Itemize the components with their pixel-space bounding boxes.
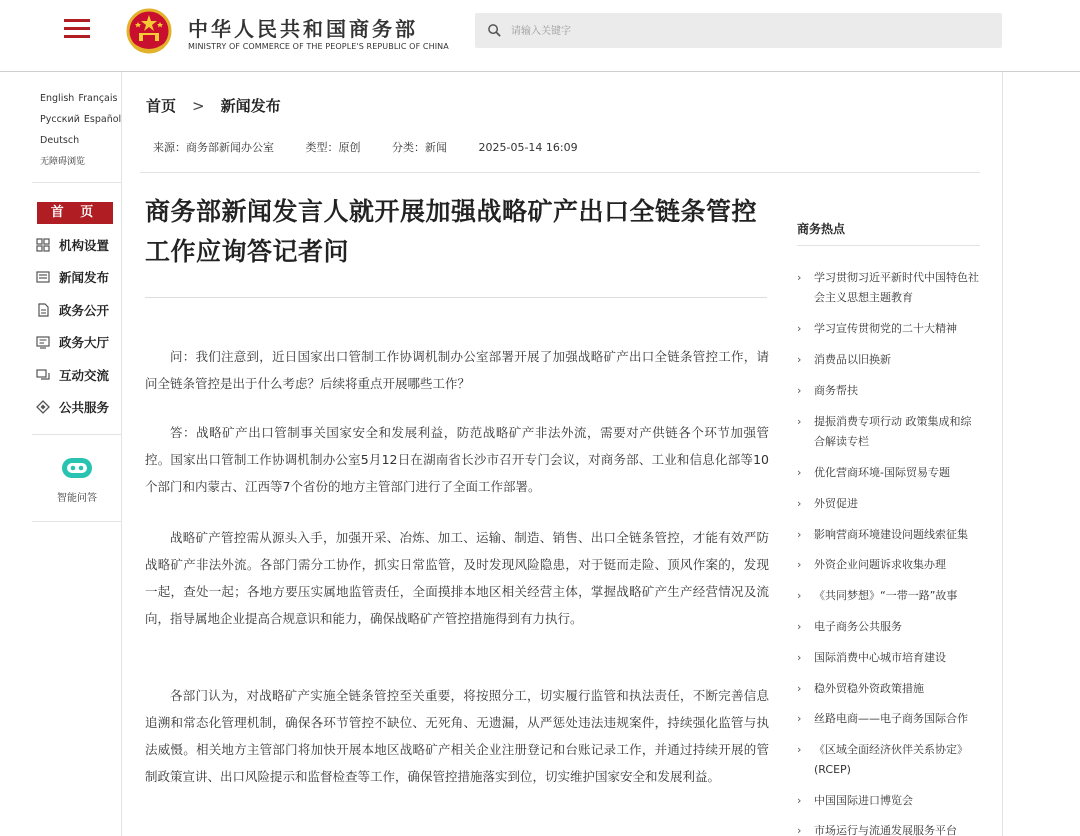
lang-english-link[interactable]: English	[40, 93, 75, 104]
site-subtitle: MINISTRY OF COMMERCE OF THE PEOPLE'S REPUBLIC OF CHINA	[188, 42, 449, 51]
sidebar-divider	[32, 182, 122, 183]
chevron-right-icon: ›	[797, 322, 802, 335]
hot-topic-link[interactable]: › 商务帮扶	[797, 381, 982, 401]
search-icon[interactable]	[487, 23, 502, 38]
site-header	[0, 0, 1080, 72]
hot-topic-link[interactable]: › 外贸促进	[797, 494, 982, 514]
sidebar-divider	[32, 434, 122, 435]
hot-topic-link[interactable]: › 稳外贸稳外资政策措施	[797, 679, 982, 699]
hot-topic-link[interactable]: › 市场运行与流通发展服务平台	[797, 821, 982, 836]
meta-divider	[140, 172, 980, 173]
hot-topic-link[interactable]: › 电子商务公共服务	[797, 617, 982, 637]
meta-type: 类型：原创	[305, 141, 361, 154]
hot-topic-link[interactable]: › 优化营商环境-国际贸易专题	[797, 463, 982, 483]
sidebar-item-label: 公共服务	[59, 400, 110, 415]
hot-topics-divider	[797, 245, 980, 246]
chevron-right-icon: ›	[797, 743, 802, 756]
sidebar-item-label: 新闻发布	[59, 270, 110, 285]
sidebar-divider	[32, 521, 122, 522]
hot-topic-link[interactable]: › 丝路电商——电子商务国际合作	[797, 709, 982, 729]
hot-topic-link[interactable]: › 学习贯彻习近平新时代中国特色社会主义思想主题教育	[797, 268, 982, 308]
chevron-right-icon: ›	[797, 497, 802, 510]
lang-german-link[interactable]: Deutsch	[40, 135, 80, 146]
breadcrumb-home-link[interactable]: 首页	[146, 97, 177, 115]
sidebar-item-government-affairs[interactable]	[36, 300, 122, 320]
lang-spanish-link[interactable]: Español	[83, 114, 122, 125]
chevron-right-icon: ›	[797, 558, 802, 571]
sidebar-item-label: 互动交流	[59, 368, 110, 383]
accessibility-link[interactable]: 无障碍浏览	[40, 157, 86, 167]
hot-topic-link[interactable]: › 学习宣传贯彻党的二十大精神	[797, 319, 982, 339]
sidebar-item-label: 机构设置	[59, 238, 110, 253]
sidebar-item-label: 政务公开	[59, 303, 110, 318]
hot-topic-link[interactable]: › 国际消费中心城市培育建设	[797, 648, 982, 668]
sidebar-item-label: 政务大厅	[59, 335, 110, 350]
chevron-right-icon: ›	[797, 384, 802, 397]
title-divider	[145, 297, 767, 298]
news-icon	[36, 270, 50, 284]
left-sidebar	[32, 72, 122, 836]
article-meta	[153, 139, 606, 155]
assistant-label[interactable]: 智能问答	[57, 493, 97, 504]
hot-topic-link[interactable]: › 消费品以旧换新	[797, 350, 982, 370]
breadcrumb	[146, 95, 281, 116]
site-title[interactable]: 中华人民共和国商务部	[188, 17, 418, 41]
sidebar-item-service-hall[interactable]	[36, 332, 122, 352]
chevron-right-icon: ›	[797, 271, 802, 284]
service-icon	[36, 400, 50, 414]
content-right-border	[1002, 72, 1003, 836]
chevron-right-icon: ›	[797, 528, 802, 541]
sidebar-item-organization[interactable]	[36, 235, 122, 255]
document-icon	[36, 303, 50, 317]
chevron-right-icon: ›	[797, 794, 802, 807]
chevron-right-icon: ›	[797, 620, 802, 633]
hot-topic-link[interactable]: › 《共同梦想》“一带一路”故事	[797, 586, 982, 606]
robot-assistant-icon[interactable]	[60, 455, 94, 481]
meta-datetime: 2025-05-14 16:09	[478, 141, 578, 154]
hot-topic-link[interactable]: › 影响营商环境建设问题线索征集	[797, 525, 982, 545]
chat-icon	[36, 368, 50, 382]
article-paragraph: 各部门认为，对战略矿产实施全链条管控至关重要，将按照分工，切实履行监管和执法责任，不断完善信息追溯和常态化管理机制，确保各环节管控不缺位、无死角、无遗漏，从严惩处违法违规案件，持续强化监管与执法威慑。相关地方主管部门将加快开展本地区战略矿产相关企业注册登记和台账记录工作，并通过持续开展的管制政策宣讲、出口风险提示和监督检查等工作，确保管控措施落实到位，切实维护国家安全和发展利益。	[145, 688, 769, 784]
sidebar-item-public-service[interactable]	[36, 397, 122, 417]
nav-home-button[interactable]: 首 页	[37, 202, 113, 224]
chevron-right-icon: ›	[797, 824, 802, 836]
national-emblem-icon[interactable]	[124, 6, 174, 58]
chevron-right-icon: ›	[797, 682, 802, 695]
hot-topics-title: 商务热点	[797, 222, 846, 236]
menu-icon[interactable]	[64, 19, 90, 39]
chevron-right-icon: ›	[797, 353, 802, 366]
breadcrumb-separator: >	[192, 97, 205, 115]
chevron-right-icon: ›	[797, 466, 802, 479]
grid-icon	[36, 238, 50, 252]
chevron-right-icon: ›	[797, 589, 802, 602]
meta-category: 分类：新闻	[392, 141, 447, 154]
chevron-right-icon: ›	[797, 415, 802, 428]
article-paragraph: 战略矿产管控需从源头入手，加强开采、冶炼、加工、运输、制造、销售、出口全链条管控，才能有效严防战略矿产非法外流。各部门需分工协作，抓实日常监管，及时发现风险隐患，对于铤而走险、顶风作案的，发现一起，查处一起；各地方要压实属地监管责任，全面摸排本地区相关经营主体，掌握战略矿产生产经营情况及流向，指导属地企业提高合规意识和能力，确保战略矿产管控措施得到有力执行。	[145, 530, 769, 626]
hot-topic-link[interactable]: › 提振消费专项行动 政策集成和综合解读专栏	[797, 412, 982, 452]
article-paragraph: 问：我们注意到，近日国家出口管制工作协调机制办公室部署开展了加强战略矿产出口全链条管控工作，请问全链条管控是出于什么考虑？后续将重点开展哪些工作？	[145, 349, 769, 391]
hot-topic-link[interactable]: › 中国国际进口博览会	[797, 791, 982, 811]
hot-topic-link[interactable]: › 《区域全面经济伙伴关系协定》(RCEP)	[797, 740, 982, 780]
hall-icon	[36, 335, 50, 349]
sidebar-item-news[interactable]	[36, 267, 122, 287]
article-title: 商务部新闻发言人就开展加强战略矿产出口全链条管控工作应询答记者问	[145, 197, 758, 266]
language-links	[40, 88, 122, 173]
chevron-right-icon: ›	[797, 712, 802, 725]
sidebar-item-interaction[interactable]	[36, 365, 122, 385]
breadcrumb-current-link[interactable]: 新闻发布	[220, 97, 281, 115]
lang-russian-link[interactable]: Русский	[40, 114, 80, 125]
lang-french-link[interactable]: Français	[78, 93, 118, 104]
chevron-right-icon: ›	[797, 651, 802, 664]
search-input[interactable]	[511, 21, 981, 41]
search-box[interactable]	[475, 13, 1002, 48]
article-paragraph: 答：战略矿产出口管制事关国家安全和发展利益，防范战略矿产非法外流，需要对产供链各个环节加强管控。国家出口管制工作协调机制办公室5月12日在湖南省长沙市召开专门会议，对商务部、工业和信息化部等10个部门和内蒙古、江西等7个省份的地方主管部门进行了全面工作部署。	[145, 425, 769, 494]
hot-topic-link[interactable]: › 外资企业问题诉求收集办理	[797, 555, 982, 575]
meta-source: 来源：商务部新闻办公室	[153, 141, 274, 154]
